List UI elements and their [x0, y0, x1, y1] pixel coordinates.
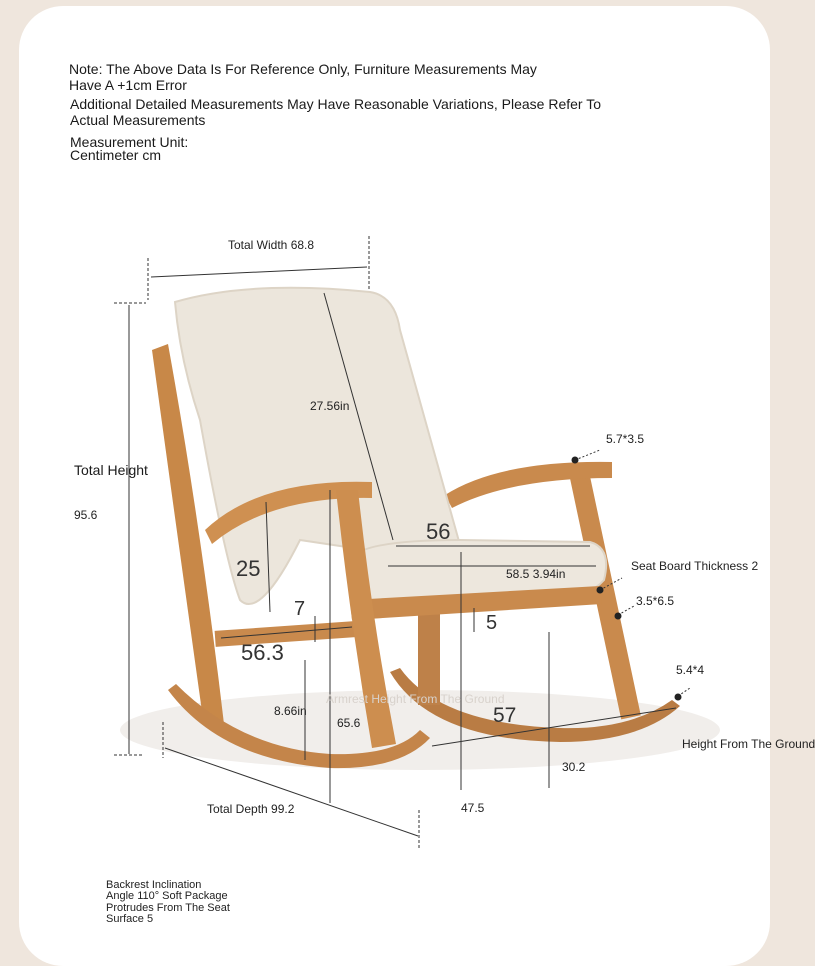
note-line-2: Have A +1cm Error — [69, 77, 187, 93]
armrest-section-label: 5.7*3.5 — [606, 432, 645, 446]
armrest-height-label: 25 — [236, 556, 261, 581]
footer-line-1: Backrest Inclination — [106, 879, 202, 891]
side-rail-near — [215, 621, 356, 647]
rocker-length-label: 57 — [493, 704, 517, 727]
seat-board-thickness-label: Seat Board Thickness 2 — [631, 559, 759, 573]
total-height-value: 95.6 — [74, 508, 98, 522]
footer-line-3: Protrudes From The Seat — [106, 902, 230, 914]
unit-label: Measurement Unit: — [70, 134, 189, 150]
cushion-protrude-label: 7 — [294, 598, 306, 620]
total-height-label: Total Height — [74, 462, 148, 478]
unit-value: Centimeter cm — [70, 147, 162, 163]
footer-line-4: Surface 5 — [106, 913, 154, 925]
note-line-1: Note: The Above Data Is For Reference Only, Furniture Measurements May — [69, 61, 537, 77]
rocker-section-label: 5.4*4 — [676, 663, 705, 677]
leg-section-label: 3.5*6.5 — [636, 594, 675, 608]
note-line-3: Additional Detailed Measurements May Have Reasonable Variations, Please Refer To — [70, 96, 601, 112]
armrest-depth-label: 56.3 — [241, 640, 284, 665]
note-line-4: Actual Measurements — [70, 112, 206, 128]
frame-gap-label: 5 — [486, 612, 498, 634]
rocker-clearance-label: 8.66in — [274, 704, 307, 718]
seat-width-label: 56 — [426, 519, 451, 544]
height-from-ground-caption: Height From The Ground — [682, 737, 815, 751]
bottom-gap-label: 30.2 — [562, 760, 586, 774]
total-width-label: Total Width 68.8 — [228, 238, 315, 252]
rear-leg-far — [418, 605, 440, 705]
backrest-height-label: 27.56in — [310, 399, 350, 413]
seat-from-ground-label: 47.5 — [461, 801, 485, 815]
seat-depth-label: 58.5 3.94in — [506, 567, 566, 581]
armrest-from-ground-label: 65.6 — [337, 716, 361, 730]
footer-line-2: Angle 110° Soft Package — [106, 890, 228, 902]
armrest-ground-caption: Armrest Height From The Ground — [326, 692, 505, 706]
total-depth-label: Total Depth 99.2 — [207, 802, 295, 816]
